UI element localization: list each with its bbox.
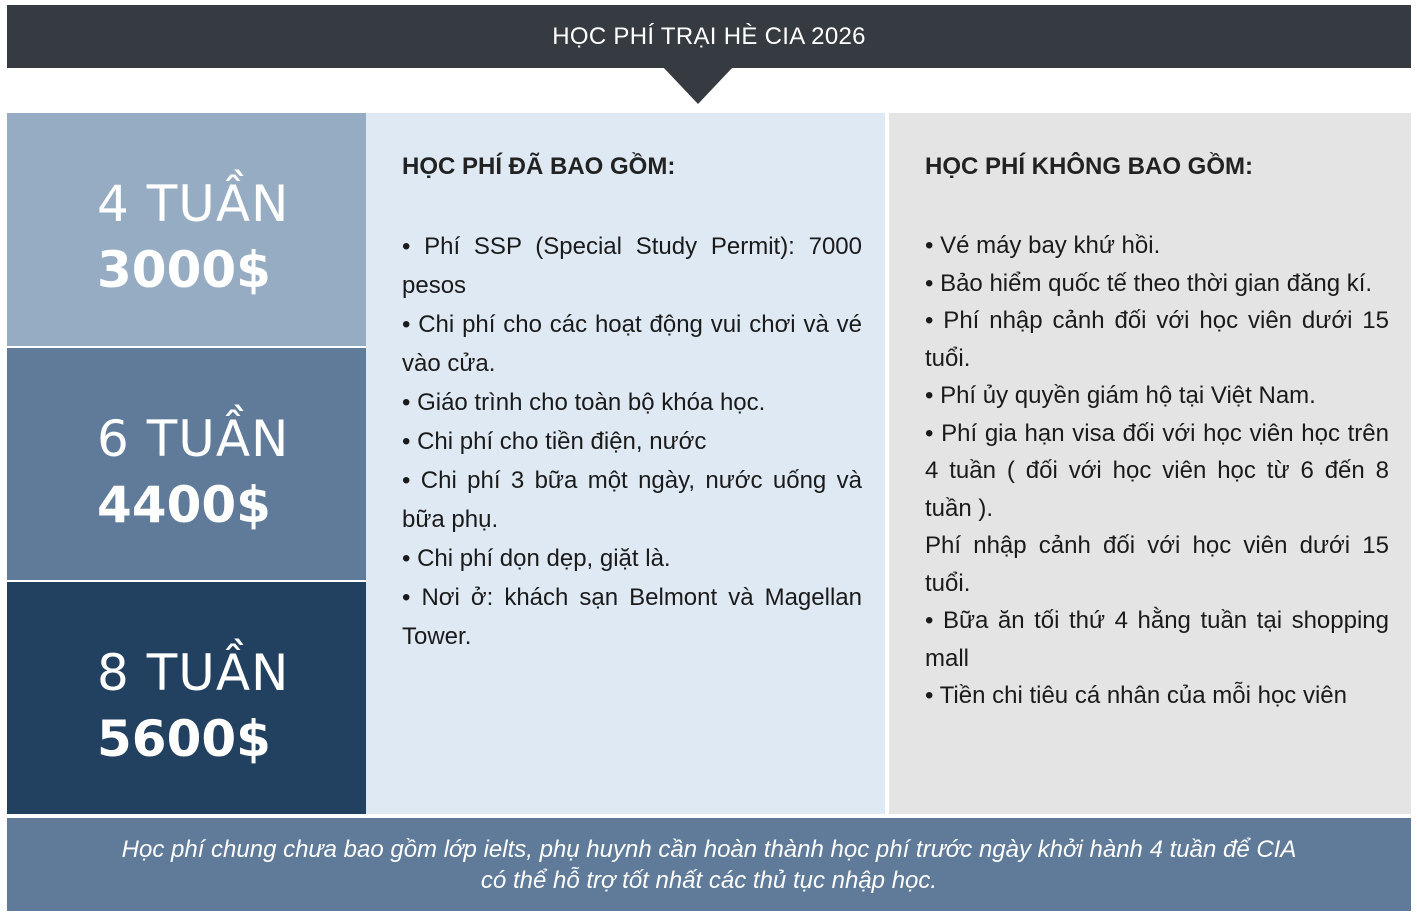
excluded-panel bbox=[889, 113, 1411, 814]
footer-line-1: Học phí chung chưa bao gồm lớp ielts, phụ huynh cần hoàn thành học phí trước ngày khởi hành 4 tuần để CIA bbox=[121, 835, 1297, 863]
list-item: • Giáo trình cho toàn bộ khóa học. bbox=[402, 389, 766, 416]
tier-duration: 4 TUẦN bbox=[97, 175, 290, 233]
included-heading: HỌC PHÍ ĐÃ BAO GỒM: bbox=[402, 153, 676, 180]
tier-duration: 8 TUẦN bbox=[97, 644, 290, 702]
list-item: • Chi phí cho các hoạt động vui chơi và vé vào cửa. bbox=[402, 311, 862, 377]
excluded-list bbox=[925, 227, 1389, 715]
list-item: • Vé máy bay khứ hồi. bbox=[925, 232, 1161, 259]
tier-price: 3000$ bbox=[97, 241, 271, 299]
list-item: • Bảo hiểm quốc tế theo thời gian đăng kí. bbox=[925, 269, 1373, 297]
tier-6-weeks bbox=[7, 348, 366, 580]
tier-8-weeks bbox=[7, 582, 366, 814]
tier-price: 5600$ bbox=[97, 710, 271, 768]
list-item: • Phí gia hạn visa đối với học viên học trên 4 tuần ( đối với học viên học từ 6 đến 8 tuần ). bbox=[925, 419, 1389, 522]
list-item: • Chi phí dọn dẹp, giặt là. bbox=[402, 545, 671, 572]
list-item: • Chi phí 3 bữa một ngày, nước uống và bữa phụ. bbox=[402, 467, 862, 533]
list-item: • Phí ủy quyền giám hộ tại Việt Nam. bbox=[925, 382, 1316, 409]
excluded-heading: HỌC PHÍ KHÔNG BAO GỒM: bbox=[925, 153, 1253, 180]
list-item: • Nơi ở: khách sạn Belmont và Magellan Tower. bbox=[402, 584, 862, 650]
included-panel bbox=[366, 113, 885, 814]
page-title-banner bbox=[7, 5, 1411, 68]
list-item: Phí nhập cảnh đối với học viên dưới 15 tuổi. bbox=[925, 532, 1389, 597]
list-item: • Phí SSP (Special Study Permit): 7000 pesos bbox=[402, 233, 862, 299]
title-pointer bbox=[663, 67, 733, 104]
footer-note bbox=[7, 818, 1411, 911]
list-item: • Phí nhập cảnh đối với học viên dưới 15 tuổi. bbox=[925, 307, 1389, 372]
list-item: • Tiền chi tiêu cá nhân của mỗi học viên bbox=[925, 682, 1347, 709]
tier-duration: 6 TUẦN bbox=[97, 410, 290, 468]
included-list bbox=[402, 227, 862, 656]
tier-4-weeks bbox=[7, 113, 366, 346]
tier-price: 4400$ bbox=[97, 476, 271, 534]
list-item: • Chi phí cho tiền điện, nước bbox=[402, 428, 707, 455]
page-title: HỌC PHÍ TRẠI HÈ CIA 2026 bbox=[552, 22, 866, 50]
list-item: • Bữa ăn tối thứ 4 hằng tuần tại shopping mall bbox=[925, 607, 1389, 672]
footer-line-2: có thể hỗ trợ tốt nhất các thủ tục nhập học. bbox=[480, 866, 938, 894]
